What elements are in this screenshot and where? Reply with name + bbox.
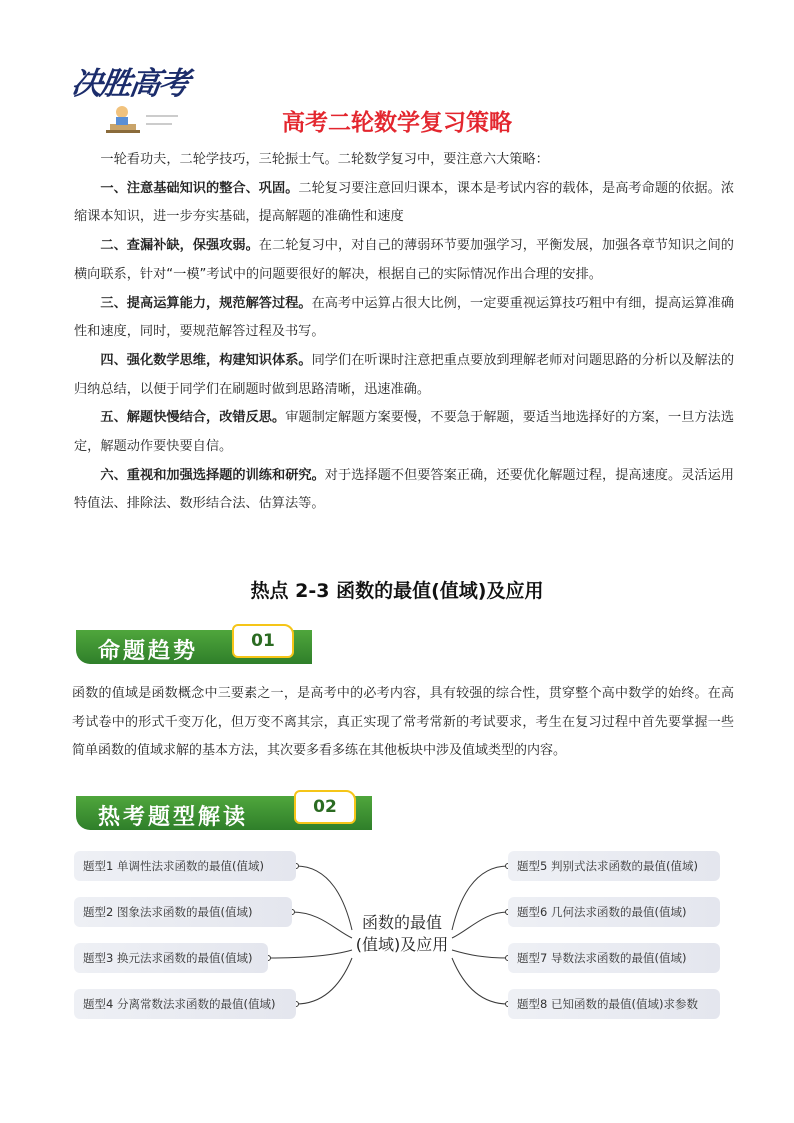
section-title: 热点 2-3 函数的最值(值域)及应用 bbox=[250, 580, 544, 602]
mindmap-node: 题型1 单调性法求函数的最值(值域) bbox=[74, 851, 296, 881]
banner-label: 命题趋势 bbox=[98, 638, 199, 664]
strategy-heading: 二、查漏补缺，保强攻弱。 bbox=[100, 238, 259, 254]
strategy-heading: 三、提高运算能力，规范解答过程。 bbox=[100, 295, 312, 311]
strategy-body: 审题制定解题方案要慢，不要急于解题，要适当地选择好的方案，一旦方法选定，解题动作要快要自信。 bbox=[74, 410, 735, 455]
strategy-body: 在高考中运算占很大比例，一定要重视运算技巧粗中有细，提高运算准确性和速度，同时，要规范解答过程及书写。 bbox=[74, 295, 735, 340]
mindmap-node: 题型3 换元法求函数的最值(值域) bbox=[74, 943, 268, 973]
strategy-body: 二轮复习要注意回归课本，课本是考试内容的载体，是高考命题的依据。浓缩课本知识，进一步夯实基础，提高解题的准确性和速度 bbox=[74, 180, 735, 225]
mindmap-node: 题型8 已知函数的最值(值域)求参数 bbox=[508, 989, 720, 1019]
banner-label: 热考题型解读 bbox=[98, 804, 249, 830]
strategy-body: 对于选择题不但要答案正确，还要优化解题过程，提高速度。灵活运用特值法、排除法、数形结合法、估算法等。 bbox=[74, 467, 734, 512]
center-line-1: 函数的最值 bbox=[361, 913, 442, 932]
mindmap-node: 题型5 判别式法求函数的最值(值域) bbox=[508, 851, 720, 881]
mindmap-node: 题型7 导数法求函数的最值(值域) bbox=[508, 943, 720, 973]
mindmap-node: 题型4 分离常数法求函数的最值(值域) bbox=[74, 989, 296, 1019]
strategy-heading: 六、重视和加强选择题的训练和研究。 bbox=[100, 467, 325, 483]
strategy-heading: 一、注意基础知识的整合、巩固。 bbox=[100, 180, 299, 196]
strategy-heading: 四、强化数学思维，构建知识体系。 bbox=[100, 352, 312, 368]
strategy-heading: 五、解题快慢结合，改错反思。 bbox=[100, 410, 286, 426]
logo-text: 决胜高考 bbox=[68, 66, 191, 102]
strategy-body: 同学们在听课时注意把重点要放到理解老师对问题思路的分析以及解法的归纳总结，以便于同学们在刷题时做到思路清晰，迅速准确。 bbox=[74, 352, 735, 397]
trend-paragraph: 函数的值域是函数概念中三要素之一，是高考中的必考内容，具有较强的综合性，贯穿整个高中数学的始终。在高考试卷中的形式千变万化，但万变不离其宗，真正实现了常考常新的考试要求，考生在复习过程中首先要掌握一些简单函数的值域求解的基本方法，其次要多看多练在其他板块中涉及值域类型的内容。 bbox=[72, 686, 734, 758]
center-line-2: (值域)及应用 bbox=[355, 935, 449, 954]
banner-number-tab: 01 bbox=[232, 624, 294, 658]
intro-paragraph: 一轮看功夫，二轮学技巧，三轮振士气。二轮数学复习中，要注意六大策略： bbox=[100, 152, 549, 167]
mindmap-node: 题型6 几何法求函数的最值(值域) bbox=[508, 897, 720, 927]
banner-number-tab: 02 bbox=[294, 790, 356, 824]
strategy-body: 在二轮复习中，对自己的薄弱环节要加强学习，平衡发展，加强各章节知识之间的横向联系，针对“一模”考试中的问题要很好的解决，根据自己的实际情况作出合理的安排。 bbox=[74, 238, 734, 282]
mindmap-center bbox=[338, 912, 466, 956]
mindmap-node: 题型2 图象法求函数的最值(值域) bbox=[74, 897, 292, 927]
document-title: 高考二轮数学复习策略 bbox=[282, 110, 512, 136]
